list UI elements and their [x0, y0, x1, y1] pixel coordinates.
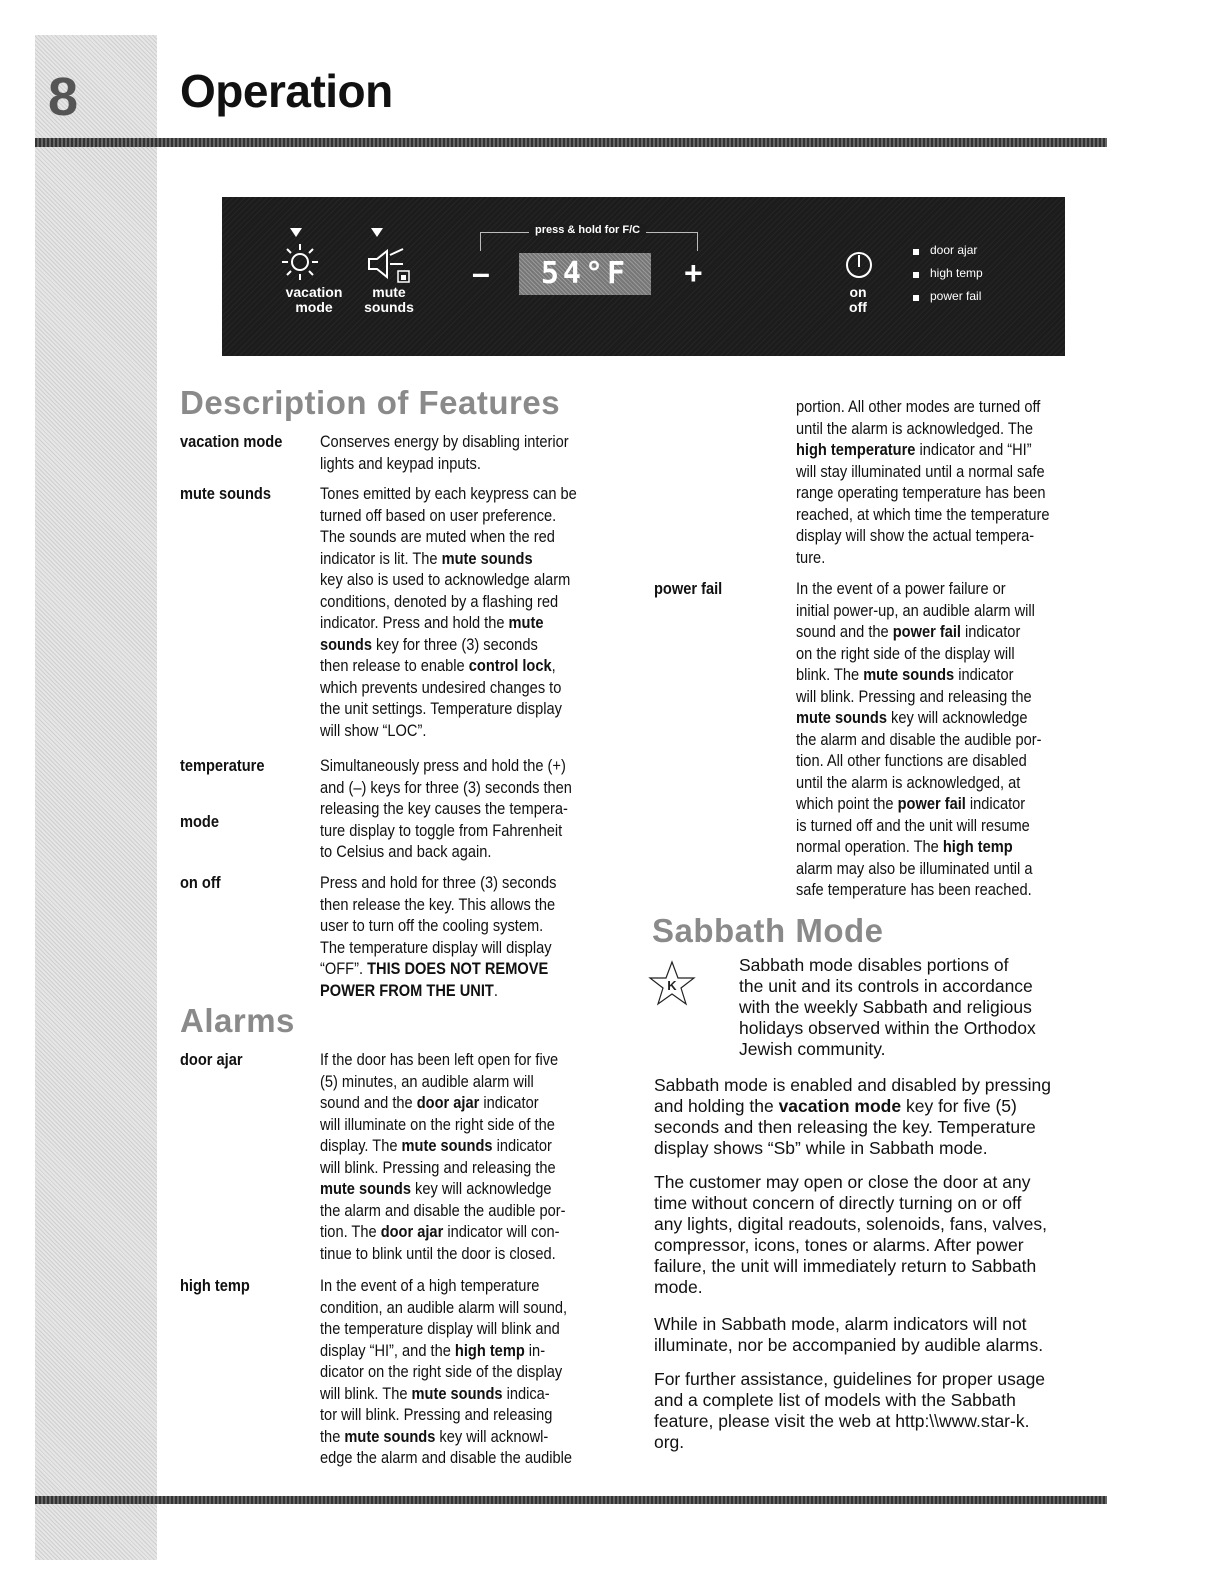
- term-mute-sounds: mute sounds: [180, 484, 271, 503]
- hold-label: press & hold for F/C: [529, 224, 646, 236]
- text-line: [320, 655, 630, 677]
- text-line: [320, 980, 630, 1002]
- speaker-mute-icon: [365, 245, 413, 285]
- vacation-mode-button: [274, 285, 354, 315]
- term-mode: mode: [180, 812, 219, 831]
- text-span: indica-: [502, 1383, 550, 1403]
- bold-span: mute sounds: [411, 1383, 503, 1403]
- plus-button: +: [684, 255, 703, 291]
- text-line: [320, 1340, 630, 1362]
- text-line: seconds and then releasing the key. Temperature: [654, 1117, 1036, 1137]
- indicator-dot: [913, 249, 919, 255]
- text-line: the alarm and disable the audible por-: [796, 729, 1042, 749]
- text-line: any lights, digital readouts, solenoids, fans, valves,: [654, 1214, 1047, 1234]
- text-line: For further assistance, guidelines for proper usage: [654, 1369, 1046, 1389]
- text-line: turned off based on user preference.: [320, 505, 557, 525]
- mute-label: mute: [372, 284, 406, 300]
- high-temp-text: [320, 1275, 630, 1469]
- text-line: compressor, icons, tones or alarms. After power: [654, 1235, 1024, 1255]
- text-line: will stay illuminated until a normal safe: [796, 461, 1045, 481]
- text-line: [320, 1383, 630, 1405]
- bold-span: high temp: [454, 1340, 525, 1360]
- text-line: (5) minutes, an audible alarm will: [320, 1071, 534, 1091]
- text-span: key will acknowledge: [410, 1179, 552, 1198]
- mute-sounds-button: [354, 285, 424, 315]
- text-line: key also is used to acknowledge alarm: [320, 570, 571, 589]
- text-line: [320, 634, 630, 656]
- text-span: .: [493, 980, 498, 1000]
- text-line: [320, 1426, 630, 1448]
- sabbath-paragraph-3: [654, 1314, 1104, 1356]
- sabbath-heading: Sabbath Mode: [652, 912, 884, 949]
- text-line: until the alarm is acknowledged, at: [796, 772, 1021, 792]
- text-line: If the door has been left open for five: [320, 1050, 559, 1069]
- text-line: The sounds are muted when the red: [320, 527, 555, 546]
- term-high-temp: high temp: [180, 1276, 250, 1295]
- text-line: tion. All other functions are disabled: [796, 751, 1027, 770]
- bold-span: mute sounds: [320, 1179, 411, 1198]
- bold-span: mute: [508, 613, 544, 632]
- on-label: on: [849, 284, 867, 300]
- text-line: the temperature display will blink and: [320, 1319, 560, 1338]
- text-line: display shows “Sb” while in Sabbath mode.: [654, 1138, 988, 1158]
- text-span: indicator: [965, 794, 1026, 813]
- text-span: key will acknowl-: [435, 1426, 549, 1446]
- text-line: tor will blink. Pressing and releasing: [320, 1405, 553, 1424]
- indicator-dot: [913, 272, 919, 278]
- text-span: key will acknowledge: [886, 708, 1028, 727]
- text-line: Tones emitted by each keypress can be: [320, 484, 577, 503]
- text-line: range operating temperature has been: [796, 483, 1046, 502]
- text-line: [320, 548, 630, 570]
- bold-span: THIS DOES NOT REMOVE: [367, 959, 549, 978]
- text-span: the: [320, 1426, 345, 1446]
- text-line: the alarm and disable the audible por-: [320, 1200, 566, 1220]
- power-fail-text: [796, 578, 1106, 901]
- term-on-off: on off: [180, 873, 221, 892]
- term-door-ajar: door ajar: [180, 1050, 243, 1069]
- text-line: ture.: [796, 547, 826, 567]
- text-line: to Celsius and back again.: [320, 842, 492, 861]
- text-span: will blink. The: [320, 1383, 412, 1403]
- text-line: lights and keypad inputs.: [320, 453, 481, 473]
- text-line: mode.: [654, 1277, 703, 1297]
- chapter-sidebar: [35, 35, 157, 1560]
- text-line: tinue to blink until the door is closed.: [320, 1243, 556, 1263]
- bold-span: POWER FROM THE UNIT: [320, 980, 494, 1000]
- text-span: key for five (5): [901, 1096, 1017, 1116]
- text-line: alarm may also be illuminated until a: [796, 858, 1033, 878]
- sabbath-paragraph-2: [654, 1172, 1104, 1298]
- bold-span: mute sounds: [863, 665, 955, 684]
- text-line: which prevents undesired changes to: [320, 677, 562, 697]
- text-line: will show “LOC”.: [320, 720, 427, 740]
- text-span: indicator: [492, 1136, 552, 1155]
- off-label: off: [849, 299, 867, 315]
- text-line: edge the alarm and disable the audible: [320, 1448, 572, 1467]
- text-line: [796, 664, 1106, 686]
- text-line: initial power-up, an audible alarm will: [796, 600, 1035, 620]
- text-line: [320, 1092, 630, 1114]
- text-line: holidays observed within the Orthodox: [739, 1018, 1036, 1038]
- door-ajar-text: [320, 1049, 630, 1264]
- text-span: and holding the: [654, 1096, 779, 1116]
- text-line: [320, 958, 630, 980]
- high-temp-indicator: high temp: [930, 266, 983, 280]
- temperature-mode-text: [320, 755, 630, 863]
- term-power-fail: power fail: [654, 579, 723, 598]
- text-line: user to turn off the cooling system.: [320, 916, 544, 935]
- text-span: display “HI”, and the: [320, 1340, 455, 1360]
- text-line: the unit settings. Temperature display: [320, 699, 562, 718]
- text-line: condition, an audible alarm will sound,: [320, 1297, 568, 1317]
- text-line: Conserves energy by disabling interior: [320, 432, 569, 451]
- text-span: indicator. Press and hold the: [320, 613, 509, 632]
- text-line: ture display to toggle from Fahrenheit: [320, 820, 563, 840]
- bottom-rule: [35, 1496, 1107, 1504]
- text-line: Sabbath mode disables portions of: [739, 955, 1009, 975]
- text-span: indicator: [954, 665, 1014, 684]
- text-line: conditions, denoted by a flashing red: [320, 591, 559, 611]
- text-span: blink. The: [796, 665, 864, 684]
- text-line: and (–) keys for three (3) seconds then: [320, 777, 572, 797]
- text-line: [796, 621, 1106, 643]
- term-temperature: temperature: [180, 756, 265, 775]
- text-line: with the weekly Sabbath and religious: [739, 997, 1032, 1017]
- text-line: display will show the actual tempera-: [796, 526, 1035, 545]
- text-span: normal operation. The: [796, 837, 943, 856]
- text-line: [320, 612, 630, 634]
- arrow-down-icon: [371, 228, 383, 237]
- sabbath-paragraph-4: [654, 1369, 1104, 1453]
- text-span: which point the: [796, 794, 898, 813]
- text-line: illuminate, nor be accompanied by audible alarms.: [654, 1335, 1044, 1355]
- text-line: the unit and its controls in accordance: [739, 976, 1033, 996]
- bold-span: vacation mode: [778, 1096, 902, 1116]
- text-line: [796, 439, 1106, 461]
- text-line: failure, the unit will immediately return to Sabbath: [654, 1256, 1037, 1276]
- text-line: [796, 707, 1106, 729]
- alarms-heading: Alarms: [180, 1002, 295, 1039]
- text-line: time without concern of directly turning on or off: [654, 1193, 1022, 1213]
- text-line: Sabbath mode is enabled and disabled by pressing: [654, 1075, 1051, 1095]
- vacation-mode-text: [320, 431, 630, 474]
- sun-icon: [280, 242, 320, 282]
- on-off-text: [320, 872, 630, 1001]
- text-line: [796, 793, 1106, 815]
- bold-span: mute sounds: [401, 1136, 493, 1155]
- power-fail-indicator: power fail: [930, 289, 982, 303]
- star-k-letter: K: [667, 978, 677, 993]
- text-line: releasing the key causes the tempera-: [320, 799, 568, 818]
- text-span: “OFF”.: [320, 959, 368, 978]
- bold-span: sounds: [320, 634, 372, 654]
- sabbath-intro: [739, 955, 1119, 1060]
- bold-span: high temperature: [796, 440, 916, 459]
- text-line: and a complete list of models with the Sabbath: [654, 1390, 1016, 1410]
- chapter-number: 8: [48, 67, 79, 127]
- mute-sounds-text: [320, 483, 630, 741]
- bold-span: mute sounds: [441, 548, 533, 568]
- star-k-icon: [648, 960, 696, 1008]
- temperature-display: 54°F: [519, 253, 651, 295]
- top-rule: [35, 138, 1107, 147]
- text-line: Jewish community.: [739, 1039, 886, 1059]
- bold-span: door ajar: [416, 1093, 480, 1112]
- text-span: indicator: [479, 1093, 539, 1112]
- text-line: will blink. Pressing and releasing the: [320, 1157, 556, 1177]
- arrow-down-icon: [290, 228, 302, 237]
- power-icon: [844, 248, 874, 280]
- text-line: org.: [654, 1432, 685, 1452]
- text-span: ,: [551, 656, 556, 675]
- bold-span: power fail: [897, 794, 966, 813]
- bold-span: control lock: [468, 656, 552, 675]
- text-line: In the event of a high temperature: [320, 1276, 540, 1295]
- on-off-button: [838, 285, 878, 315]
- bold-span: mute sounds: [344, 1426, 436, 1446]
- text-line: dicator on the right side of the display: [320, 1362, 563, 1381]
- text-line: portion. All other modes are turned off: [796, 397, 1041, 416]
- text-line: [654, 1096, 1104, 1117]
- sabbath-paragraph-1: [654, 1075, 1104, 1159]
- control-panel-image: [222, 197, 1065, 356]
- text-line: While in Sabbath mode, alarm indicators will not: [654, 1314, 1027, 1334]
- description-heading: Description of Features: [180, 384, 561, 421]
- mode-label: mode: [295, 299, 333, 315]
- text-line: [796, 836, 1106, 858]
- text-span: tion. The: [320, 1222, 381, 1241]
- text-line: In the event of a power failure or: [796, 579, 1006, 598]
- text-line: The temperature display will display: [320, 937, 552, 957]
- text-span: indicator and “HI”: [915, 440, 1032, 459]
- text-line: on the right side of the display will: [796, 643, 1015, 663]
- bold-span: mute sounds: [796, 708, 887, 727]
- text-span: display. The: [320, 1136, 402, 1155]
- high-temp-continued-text: [796, 396, 1106, 568]
- text-line: then release the key. This allows the: [320, 894, 556, 914]
- bold-span: high temp: [942, 837, 1013, 856]
- page-title: Operation: [180, 65, 393, 117]
- text-line: [320, 1221, 630, 1243]
- bold-span: power fail: [892, 622, 961, 641]
- text-span: key for three (3) seconds: [371, 634, 538, 654]
- text-line: Simultaneously press and hold the (+): [320, 756, 566, 775]
- text-span: indicator: [960, 622, 1021, 641]
- text-line: reached, at which time the temperature: [796, 504, 1050, 524]
- text-line: until the alarm is acknowledged. The: [796, 418, 1034, 438]
- text-span: indicator will con-: [443, 1222, 560, 1241]
- text-line: The customer may open or close the door at any: [654, 1172, 1031, 1192]
- text-span: then release to enable: [320, 656, 469, 675]
- door-ajar-indicator: door ajar: [930, 243, 978, 257]
- term-vacation-mode: vacation mode: [180, 432, 283, 451]
- text-line: feature, please visit the web at http:\\www.star-k.: [654, 1411, 1030, 1431]
- minus-button: –: [472, 255, 490, 291]
- vacation-label: vacation: [285, 284, 343, 300]
- bold-span: door ajar: [380, 1222, 444, 1241]
- text-span: sound and the: [796, 622, 893, 641]
- text-line: [320, 1135, 630, 1157]
- sounds-label: sounds: [364, 299, 414, 315]
- text-line: Press and hold for three (3) seconds: [320, 873, 557, 892]
- text-span: in-: [524, 1340, 546, 1360]
- indicator-dot: [913, 295, 919, 301]
- text-line: will illuminate on the right side of the: [320, 1114, 555, 1134]
- text-span: sound and the: [320, 1093, 417, 1112]
- text-line: is turned off and the unit will resume: [796, 815, 1030, 835]
- text-line: [320, 1178, 630, 1200]
- text-span: indicator is lit. The: [320, 548, 442, 568]
- text-line: safe temperature has been reached.: [796, 880, 1032, 899]
- text-line: will blink. Pressing and releasing the: [796, 686, 1032, 706]
